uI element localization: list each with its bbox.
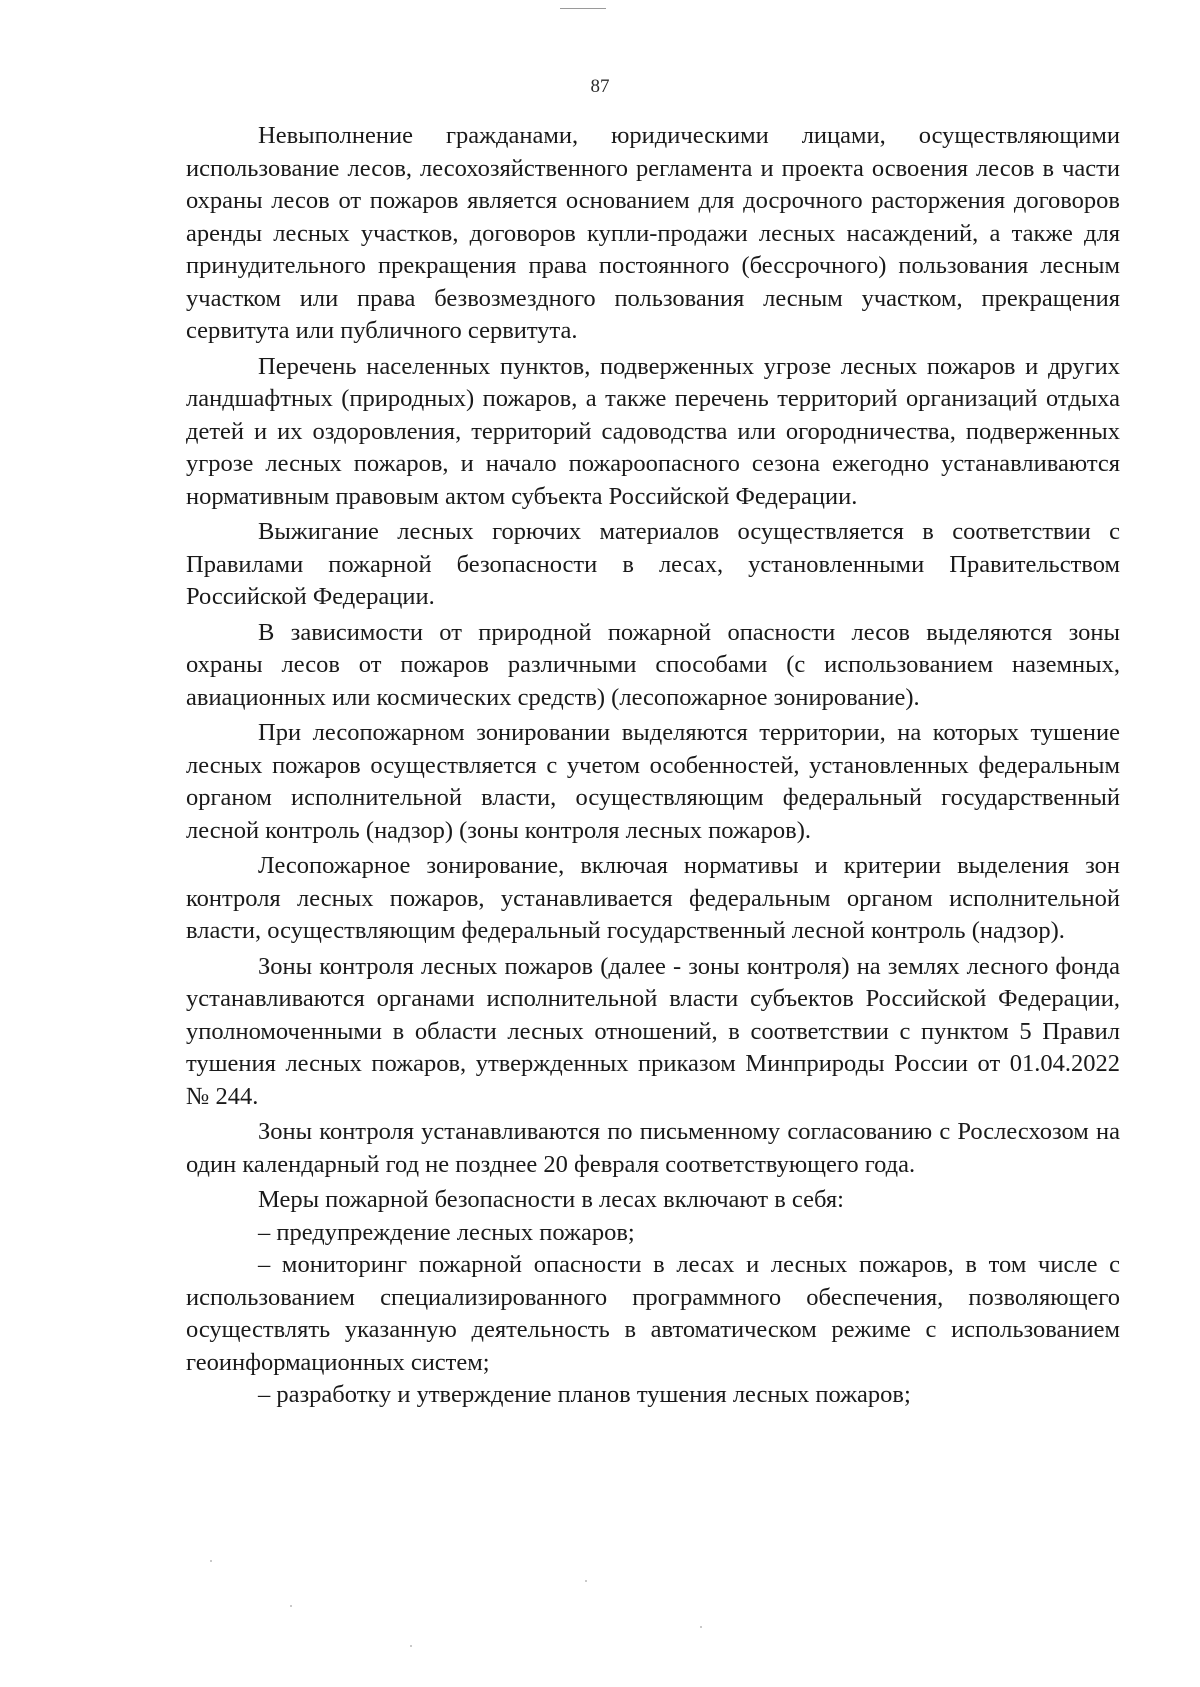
paragraph-safety-measures-intro: Меры пожарной безопасности в лесах включают в себя: <box>258 1186 844 1213</box>
list-item-monitoring: – мониторинг пожарной опасности в лесах и лесных пожаров, в том числе с использованием специализированного программного обеспечения, позволяющего осуществлять указанную деятельность в автоматическом режиме с использованием геоинформационных систем; <box>186 1251 1120 1376</box>
page-number: 87 <box>590 76 610 97</box>
scan-speck <box>210 1560 212 1562</box>
scan-speck <box>410 1645 412 1647</box>
paragraph-control-zones: Зоны контроля лесных пожаров (далее - зоны контроля) на землях лесного фонда устанавливаются органами исполнительной власти субъектов Российской Федерации, уполномоченными в области лесных отношений, в соответствии с пунктом 5 Правил тушения лесных пожаров, утвержденных приказом Минприроды России от 01.04.2022 № 244. <box>186 952 1120 1110</box>
paragraph-termination-grounds: Невыполнение гражданами, юридическими лицами, осуществляющими использование лесов, лесохозяйственного регламента и проекта освоения лесов в части охраны лесов от пожаров является основанием для досрочного расторжения договоров аренды лесных участков, договоров купли-продажи лесных насаждений, а также для принудительного прекращения права постоянного (бессрочного) пользования лесным участком или права безвозмездного пользования лесным участком, прекращения сервитута или публичного сервитута. <box>186 122 1120 344</box>
paragraph-control-zones-approval: Зоны контроля устанавливаются по письменному согласованию с Рослесхозом на один календарный год не позднее 20 февраля соответствующего года. <box>186 1118 1120 1178</box>
scan-top-mark <box>560 8 606 9</box>
document-body <box>186 120 1120 1412</box>
paragraph-protection-zones: В зависимости от природной пожарной опасности лесов выделяются зоны охраны лесов от пожаров различными способами (с использованием наземных, авиационных или космических средств) (лесопожарное зонирование). <box>186 618 1120 711</box>
list-item-plans: – разработку и утверждение планов тушения лесных пожаров; <box>258 1381 911 1408</box>
paragraph-zoning-standards: Лесопожарное зонирование, включая нормативы и критерии выделения зон контроля лесных пожаров, устанавливается федеральным органом исполнительной власти, осуществляющим федеральный государственный лесной контроль (надзор). <box>186 852 1120 944</box>
paragraph-fire-zoning-territories: При лесопожарном зонировании выделяются территории, на которых тушение лесных пожаров осуществляется с учетом особенностей, установленных федеральным органом исполнительной власти, осуществляющим федеральный государственный лесной контроль (надзор) (зоны контроля лесных пожаров). <box>186 719 1120 844</box>
paragraph-burning-materials: Выжигание лесных горючих материалов осуществляется в соответствии с Правилами пожарной безопасности в лесах, установленными Правительством Российской Федерации. <box>186 518 1120 610</box>
list-item-prevention: – предупреждение лесных пожаров; <box>258 1218 635 1246</box>
scan-speck <box>290 1605 292 1607</box>
paragraph-settlements-list: Перечень населенных пунктов, подверженных угрозе лесных пожаров и других ландшафтных (природных) пожаров, а также перечень территорий организаций отдыха детей и их оздоровления, территорий садоводства или огородничества, подверженных угрозе лесных пожаров, и начало пожароопасного сезона ежегодно устанавливаются нормативным правовым актом субъекта Российской Федерации. <box>186 352 1120 510</box>
scan-speck <box>700 1626 702 1628</box>
scan-speck <box>585 1580 587 1582</box>
